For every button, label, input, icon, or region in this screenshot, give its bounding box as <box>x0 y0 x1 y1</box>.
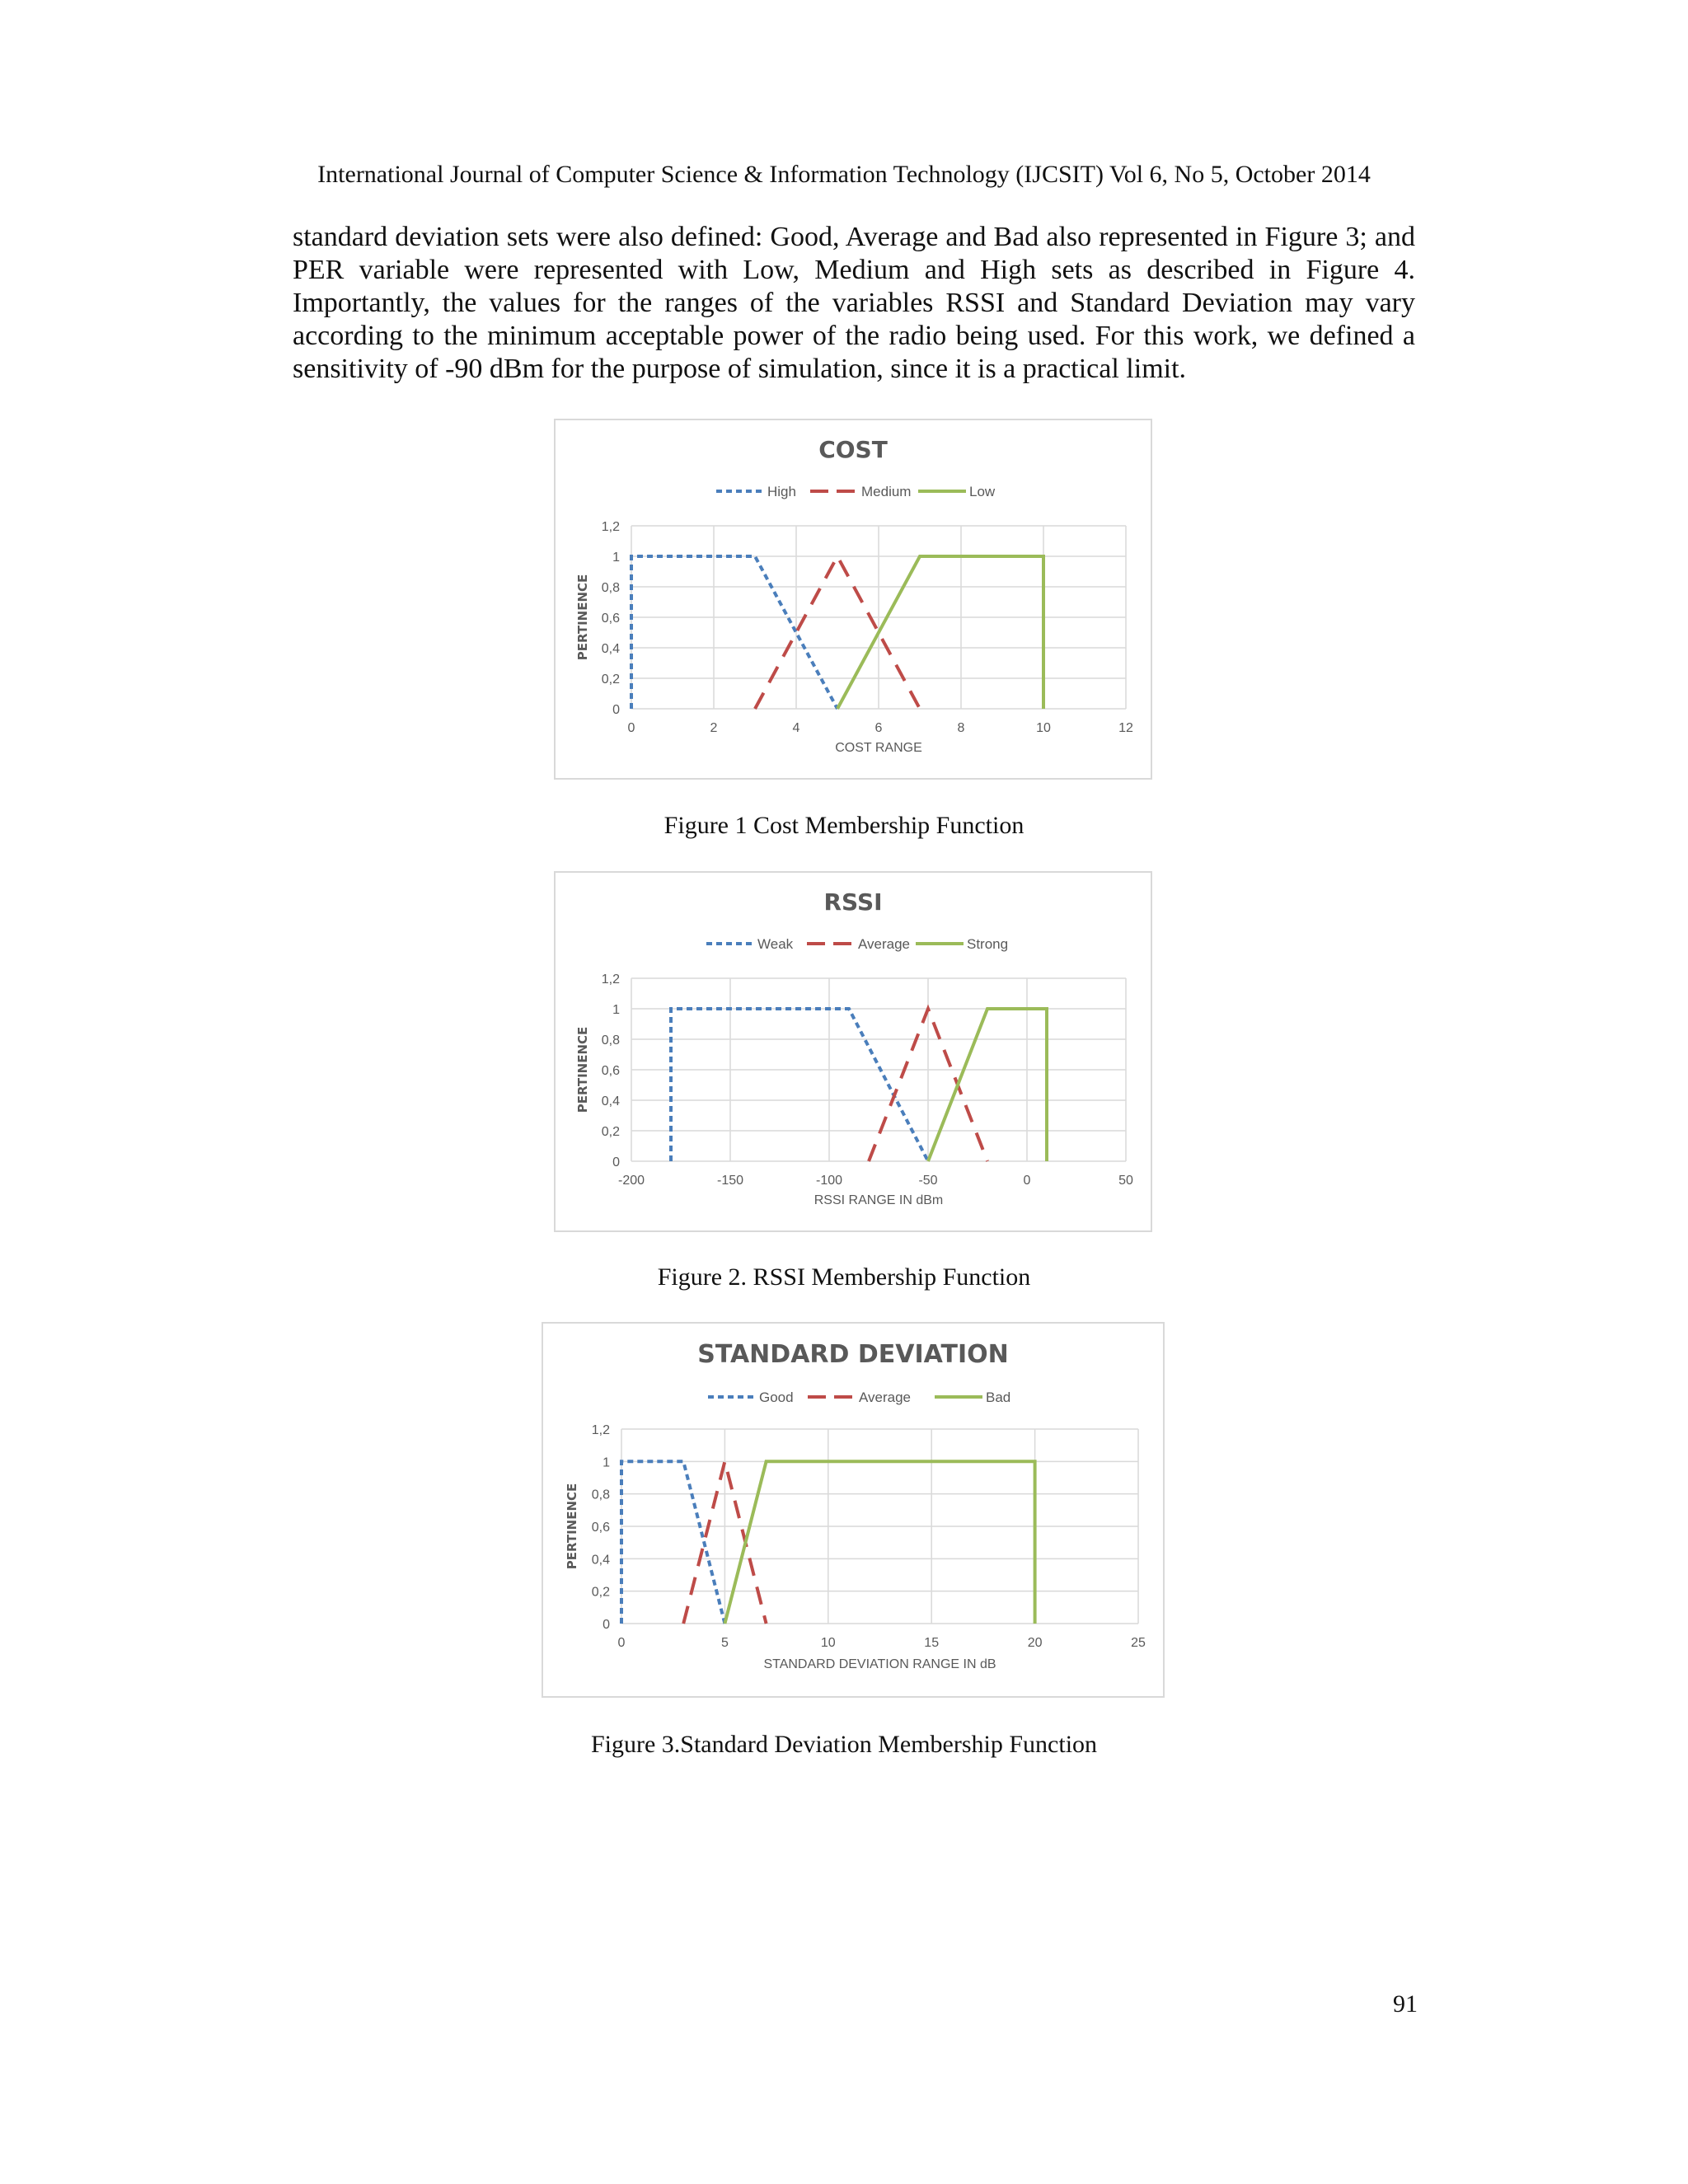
y-tick-label: 1,2 <box>601 520 620 534</box>
series-line-strong <box>928 1009 1047 1161</box>
series-line-high <box>631 556 837 709</box>
legend-label: Bad <box>986 1390 1011 1405</box>
series-line-good <box>621 1461 724 1624</box>
legend-label: Average <box>858 936 911 952</box>
y-tick-label: 0,4 <box>591 1553 610 1568</box>
x-tick-label: 12 <box>1118 721 1133 735</box>
legend-label: Low <box>969 484 996 499</box>
series-line-medium <box>755 556 920 709</box>
x-tick-label: -100 <box>815 1174 843 1188</box>
x-tick-label: 8 <box>957 721 965 735</box>
y-tick-label: 1 <box>612 1003 620 1017</box>
figure-3-caption: Figure 3.Standard Deviation Membership Function <box>590 1731 1098 1758</box>
y-tick-label: 0 <box>612 703 620 717</box>
legend-label: Strong <box>967 936 1009 952</box>
figure-3-standard-deviation-chart <box>542 1322 1165 1698</box>
x-tick-label: 10 <box>820 1636 836 1650</box>
body-paragraph: standard deviation sets were also defined: Good, Average and Bad also represented in Figure 3; and PER variable were represented with Low, Medium and High sets as described in Figure 4. Importantly, the values for the ranges of the variables RSSI and Standard Deviation may vary according to the minimum acceptable power of the radio being used. For this work, we defined a sensitivity of -90 dBm for the purpose of simulation, since it is a practical limit. <box>293 222 1415 384</box>
y-tick-label: 0,2 <box>591 1585 610 1600</box>
x-tick-label: 0 <box>1023 1174 1031 1188</box>
chart-title: RSSI <box>823 888 883 916</box>
x-tick-label: 2 <box>710 721 718 735</box>
x-tick-label: 0 <box>617 1636 626 1650</box>
y-tick-label: 0,6 <box>591 1521 610 1535</box>
figure-1-cost-chart <box>554 419 1152 780</box>
y-tick-label: 0,6 <box>601 612 620 626</box>
x-tick-label: 6 <box>874 721 883 735</box>
x-tick-label: -50 <box>918 1174 938 1188</box>
x-tick-label: -150 <box>716 1174 744 1188</box>
y-tick-label: 0,2 <box>601 1125 620 1139</box>
y-tick-label: 0,4 <box>601 642 620 656</box>
series-line-bad <box>724 1461 1034 1624</box>
x-axis-label: STANDARD DEVIATION RANGE IN dB <box>763 1657 996 1671</box>
figure-1-caption: Figure 1 Cost Membership Function <box>663 812 1025 839</box>
x-tick-label: 50 <box>1118 1174 1133 1188</box>
legend-label: High <box>767 484 796 499</box>
legend-label: Medium <box>861 484 912 499</box>
chart-title: STANDARD DEVIATION <box>697 1340 1009 1369</box>
y-tick-label: 1,2 <box>601 972 620 987</box>
series-line-weak <box>671 1009 928 1161</box>
figure-2-rssi-chart <box>554 871 1152 1232</box>
x-tick-label: 5 <box>720 1636 729 1650</box>
y-tick-label: 1,2 <box>591 1423 610 1437</box>
x-tick-label: 15 <box>924 1636 940 1650</box>
y-tick-label: 0,8 <box>601 581 620 595</box>
x-axis-label: COST RANGE <box>835 741 922 755</box>
chart-title: COST <box>818 436 888 463</box>
y-tick-label: 0 <box>612 1155 620 1169</box>
legend-label: Weak <box>757 936 794 952</box>
y-tick-label: 1 <box>612 551 620 565</box>
x-tick-label: 4 <box>792 721 800 735</box>
y-tick-label: 0,8 <box>601 1033 620 1047</box>
y-tick-label: 0,6 <box>601 1064 620 1078</box>
y-axis-label: PERTINENCE <box>565 1483 579 1570</box>
y-axis-label: PERTINENCE <box>575 574 590 661</box>
y-tick-label: 0,2 <box>601 673 620 687</box>
legend-label: Good <box>759 1390 794 1405</box>
series-line-low <box>837 556 1043 709</box>
y-tick-label: 0,4 <box>601 1094 620 1108</box>
journal-header: International Journal of Computer Science & Information Technology (IJCSIT) Vol 6, No 5, October 2014 <box>317 161 1371 188</box>
y-tick-label: 0,8 <box>591 1488 610 1502</box>
x-axis-label: RSSI RANGE IN dBm <box>814 1193 944 1207</box>
page-number: 91 <box>1393 1990 1418 2018</box>
x-tick-label: 10 <box>1036 721 1051 735</box>
x-tick-label: 0 <box>627 721 635 735</box>
y-tick-label: 1 <box>603 1455 610 1470</box>
y-axis-label: PERTINENCE <box>575 1026 590 1113</box>
y-tick-label: 0 <box>603 1618 610 1632</box>
x-tick-label: 25 <box>1131 1636 1146 1650</box>
x-tick-label: 20 <box>1027 1636 1043 1650</box>
legend-label: Average <box>859 1390 912 1405</box>
figure-2-caption: Figure 2. RSSI Membership Function <box>657 1263 1031 1291</box>
x-tick-label: -200 <box>617 1174 645 1188</box>
